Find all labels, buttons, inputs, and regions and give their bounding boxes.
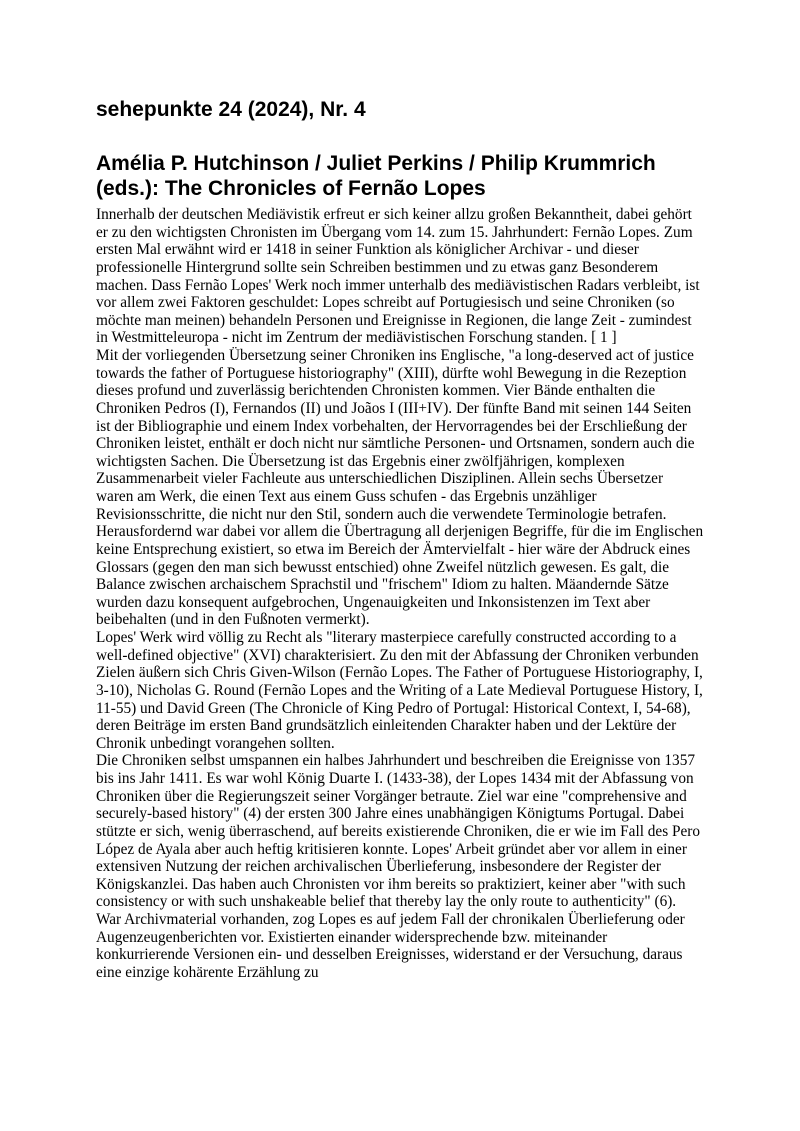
journal-issue-heading: sehepunkte 24 (2024), Nr. 4	[96, 98, 366, 121]
paragraph-3: Lopes' Werk wird völlig zu Recht als "literary masterpiece carefully constructed according to a well-defined objective" (XVI) charakterisiert. Zu den mit der Abfassung der Chroniken verbunden Zielen äußern sich Chris Given-Wilson (Fernão Lopes. The Father of Portuguese Historiography, I, 3-10), Nicholas G. Round (Fernão Lopes and the Writing of a Late Medieval Portuguese History, I, 11-55) und David Green (The Chronicle of King Pedro of Portugal: Historical Context, I, 54-68), deren Beiträge im ersten Band grundsätzlich einleitenden Charakter haben und der Lektüre der Chronik unbedingt vorangehen sollten.	[96, 629, 703, 752]
paragraph-1: Innerhalb der deutschen Mediävistik erfreut er sich keiner allzu großen Bekanntheit, dabei gehört er zu den wichtigsten Chronisten im Übergang vom 14. zum 15. Jahrhundert: Fernão Lopes. Zum ersten Mal erwähnt wird er 1418 in seiner Funktion als königlicher Archivar - und dieser professionelle Hintergrund sollte sein Schreiben bestimmen und zu etwas ganz Besonderem machen. Dass Fernão Lopes' Werk noch immer unterhalb des mediävistischen Radars verbleibt, ist vor allem zwei Faktoren geschuldet: Lopes schreibt auf Portugiesisch und seine Chroniken (so möchte man meinen) behandeln Personen und Ereignisse in Regionen, die lange Zeit - zumindest in Westmitteleuropa - nicht im Zentrum der mediävistischen Forschung standen. [ 1 ]	[96, 206, 700, 347]
paragraph-4: Die Chroniken selbst umspannen ein halbes Jahrhundert und beschreiben die Ereignisse von 1357 bis ins Jahr 1411. Es war wohl König Duarte I. (1433-38), der Lopes 1434 mit der Abfassung von Chroniken über die Regierungszeit seiner Vorgänger betraute. Ziel war eine "comprehensive and securely-based history" (4) der ersten 300 Jahre eines unabhängigen Königtums Portugal. Dabei stützte er sich, wenig überraschend, auf bereits existierende Chroniken, die er wie im Fall des Pero López de Ayala aber auch heftig kritisieren konnte. Lopes' Arbeit gründet aber vor allem in einer extensiven Nutzung der reichen archivalischen Überlieferung, insbesondere der Register der Königskanzlei. Das haben auch Chronisten vor ihm bereits so praktiziert, keiner aber "with such consistency or with such unshakeable belief that thereby lay the only route to authenticity" (6). War Archivmaterial vorhanden, zog Lopes es auf jedem Fall der chronikalen Überlieferung oder Augenzeugenberichten vor. Existierten einander widersprechende bzw. miteinander konkurrierende Versionen ein- und desselben Ereignisses, widerstand er der Versuchung, daraus eine einzige kohärente Erzählung zu	[96, 752, 701, 981]
review-body	[96, 206, 704, 982]
review-title: Amélia P. Hutchinson / Juliet Perkins / Philip Krummrich (eds.): The Chronicles of Fernão Lopes	[96, 152, 656, 200]
paragraph-2: Mit der vorliegenden Übersetzung seiner Chroniken ins Englische, "a long-deserved act of justice towards the father of Portuguese historiography" (XIII), dürfte wohl Bewegung in die Rezeption dieses profund und zuverlässig berichtenden Chronisten kommen. Vier Bände enthalten die Chroniken Pedros (I), Fernandos (II) und Joãos I (III+IV). Der fünfte Band mit seinen 144 Seiten ist der Bibliographie und einem Index vorbehalten, der Hervorragendes bei der Erschließung der Chroniken leistet, enthält er doch nicht nur sämtliche Personen- und Ortsnamen, sondern auch die wichtigsten Sachen. Die Übersetzung ist das Ergebnis einer zwölfjährigen, komplexen Zusammenarbeit vieler Fachleute aus unterschiedlichen Disziplinen. Allein sechs Übersetzer waren am Werk, die einen Text aus einem Guss schufen - das Ergebnis unzähliger Revisionsschritte, die nicht nur den Stil, sondern auch die verwendete Terminologie betrafen. Herausfordernd war dabei vor allem die Übertragung all derjenigen Begriffe, für die im Englischen keine Entsprechung existiert, so etwa im Bereich der Ämtervielfalt - hier wäre der Abdruck eines Glossars (gegen den man sich bewusst entschied) ohne Zweifel nützlich gewesen. Es galt, die Balance zwischen archaischem Sprachstil und "frischem" Idiom zu halten. Mäandernde Sätze wurden dazu konsequent aufgebrochen, Ungenauigkeiten und Inkonsistenzen im Text aber beibehalten (und in den Fußnoten vermerkt).	[96, 347, 704, 629]
